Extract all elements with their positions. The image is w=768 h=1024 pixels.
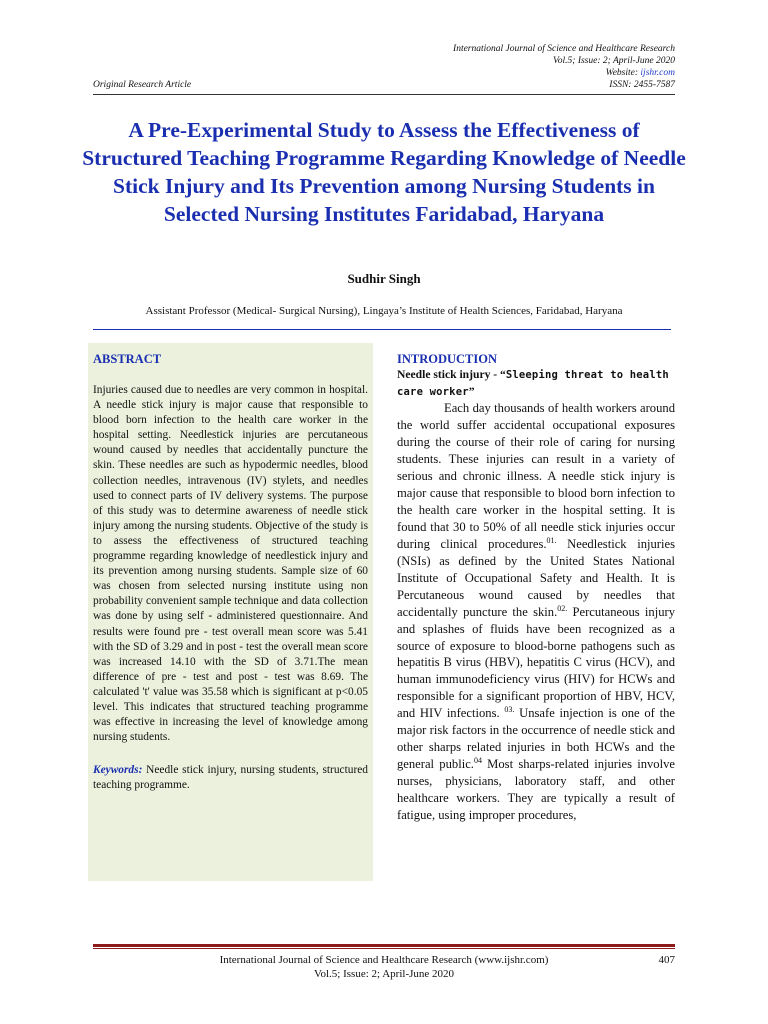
subheading-lead: Needle stick injury - “: [397, 368, 506, 381]
journal-volume-issue: Vol.5; Issue: 2; April-June 2020: [553, 56, 675, 66]
reference-3: 03.: [504, 705, 515, 715]
issn: ISSN: 2455-7587: [609, 80, 675, 90]
journal-header: [93, 43, 675, 91]
keywords-text: Needle stick injury, nursing students, structured teaching programme.: [93, 764, 368, 792]
footer-volume-issue: Vol.5; Issue: 2; April-June 2020: [313, 968, 455, 980]
subheading-tail: ”: [468, 384, 475, 398]
website-link[interactable]: ijshr.com: [640, 68, 675, 78]
intro-text-2: Needlestick injuries (NSIs) as defined by the United States National Institute of Occupational Safety and Health. It is Percutaneous wound caused by needles that accidentally puncture the skin.: [397, 536, 675, 619]
website-label: Website:: [605, 68, 641, 78]
keywords: [93, 763, 368, 793]
footer-journal-line: International Journal of Science and Healthcare Research (www.ijshr.com): [219, 954, 549, 966]
author-affiliation: Assistant Professor (Medical- Surgical Nursing), Lingaya’s Institute of Health Sciences, Faridabad, Haryana: [145, 305, 623, 317]
title-divider: [93, 329, 671, 330]
subheading-quote: Sleeping threat to health care worker: [397, 369, 669, 398]
introduction-subheading: [397, 367, 675, 400]
introduction-heading: INTRODUCTION: [397, 352, 498, 366]
header-divider: [93, 94, 675, 95]
abstract-text: Injuries caused due to needles are very common in hospital. A needle stick injury is major cause that responsible to blood born infection to the health care worker in the hospital setting. Needlestick injuries are percutaneous wound caused by needles that accidentally puncture the skin. These needles are such as hypodermic needles, blood collection needles, intravenous (IV) stylets, and needles used to connect parts of IV delivery systems. The purpose of this study was to determine awareness of needle stick injury among the nursing students. Objective of the study is to assess the effectiveness of structured teaching programme regarding knowledge of needlestick injury and its prevention among nursing students. Sample size of 60 was chosen from selected nursing institute using non probability convenient sample technique and data collection was done by using self - administered questionnaire. And results were found pre - test overall mean score was 5.41 with the SD of 3.29 and in post - test the overall mean score was increased 14.10 with the SD of 3.71.The mean difference of pre - test and post - test was 8.69. The calculated 't' value was 35.58 which is significant at p<0.05 level. This indicates that structured teaching programme was effective in increasing the level of knowledge among nursing students.: [93, 384, 368, 744]
journal-website: [93, 67, 675, 79]
keywords-label: Keywords:: [93, 764, 143, 777]
intro-text-1: Each day thousands of health workers around the world suffer accidental occupational exposures during the course of their role of caring for nursing students. These injuries can result in a variety of serious and chronic illness. A needle stick injury is major cause that responsible to blood born infection to the health care worker in the hospital setting. It is found that 30 to 50% of all needle stick injuries occur during clinical procedures.: [397, 401, 675, 551]
reference-1: 01.: [546, 535, 557, 545]
abstract-heading: ABSTRACT: [93, 352, 162, 366]
page-number: 407: [658, 954, 675, 966]
footer-divider-thick: [93, 944, 675, 947]
journal-name: International Journal of Science and Healthcare Research: [453, 44, 675, 54]
intro-text-3: Percutaneous injury and splashes of fluids have been recognized as a source of exposure to blood-borne pathogens such as hepatitis B virus (HBV), hepatitis C virus (HCV), and human immunodeficiency virus (HIV) for HCWs and responsible for a significant proportion of HBV, HCV, and HIV infections.: [397, 604, 675, 721]
introduction-paragraph: [397, 400, 675, 824]
reference-4: 04: [473, 756, 482, 766]
author-name: Sudhir Singh: [347, 271, 421, 286]
article-title: A Pre-Experimental Study to Assess the Effectiveness of Structured Teaching Programme Regarding Knowledge of Needle Stick Injury and Its Prevention among Nursing Students in Selected Nursing Institutes Faridabad, Haryana: [82, 118, 686, 226]
footer-divider-thin: [93, 948, 675, 949]
article-type: Original Research Article: [93, 80, 192, 90]
intro-text-4: Unsafe injection is one of the major risk factors in the occurrence of needle stick and other sharps related injuries in both HCWs and the general public.: [397, 706, 675, 772]
header-line-type-issn: [93, 79, 675, 91]
introduction-section: [397, 351, 675, 824]
intro-text-5: Most sharps-related injuries involve nurses, physicians, laboratory staff, and other healthcare workers. They are typically a result of fatigue, using improper procedures,: [397, 757, 675, 823]
reference-2: 02.: [557, 603, 568, 613]
abstract-box: [88, 343, 373, 881]
